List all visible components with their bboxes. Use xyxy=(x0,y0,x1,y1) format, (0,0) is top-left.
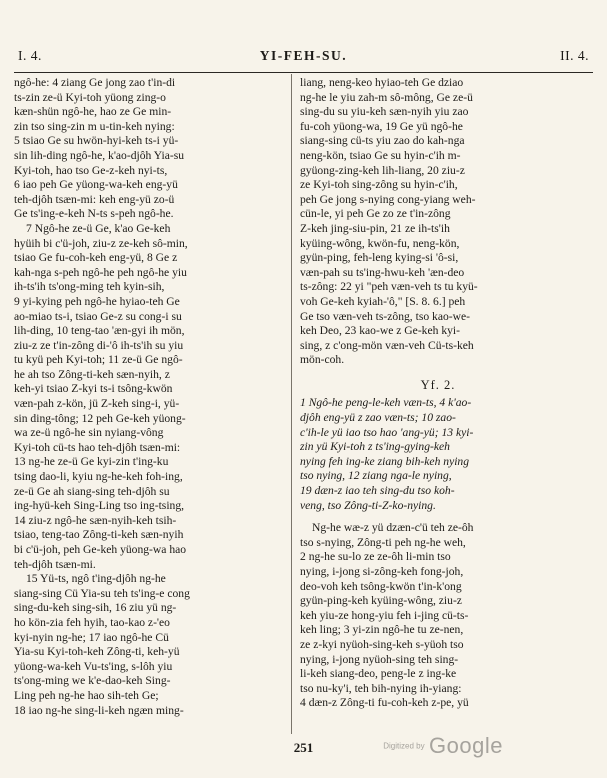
text-line: gyüong-zing-keh lih-liang, 20 ziu-z xyxy=(300,163,465,177)
running-header xyxy=(14,48,593,70)
text-line: sin ding-tông; 12 peh Ge-keh yüong- xyxy=(14,411,186,425)
google-watermark xyxy=(383,733,503,759)
text-line: veng, tso Zông-ti-Z-ko-nying. xyxy=(300,498,436,512)
text-line: 9 yi-kying peh ngô-he hyiao-teh Ge xyxy=(14,294,180,308)
text-line: kah-nga s-peh ngô-he peh ngô-he yiu xyxy=(14,265,187,279)
text-line: tu kyü peh Kyi-toh; 11 ze-ü Ge ngô- xyxy=(14,353,183,367)
text-line: ziu-z ze t'in-zông di-'ô ih-ts'ih su yiu xyxy=(14,338,184,352)
right-column-text-top xyxy=(300,76,576,368)
text-line: keh yiu-ze hong-yiu feh i-jing cü-ts- xyxy=(300,608,469,622)
text-line: zin yü Kyi-toh z ts'ing-gying-keh xyxy=(300,440,450,454)
text-line: djôh eng-yü z zao væn-ts; 10 zao- xyxy=(300,411,456,425)
text-line: 18 iao ng-he sing-li-keh ngæn ming- xyxy=(14,703,184,717)
text-line: ho kön-zia feh hyih, tao-kao z-'eo xyxy=(14,615,170,629)
text-line: tsiao, teng-tao Zông-ti-keh sæn-nyih xyxy=(14,528,184,542)
text-line: 1 Ngô-he peng-le-keh væn-ts, 4 k'ao- xyxy=(300,396,472,410)
text-line: ts'ong-ming we k'e-dao-keh Sing- xyxy=(14,674,171,688)
text-line: Z-keh jing-siu-pin, 21 ze ih-ts'ih xyxy=(300,221,450,235)
text-line: cün-le, yi peh Ge zo ze t'in-zông xyxy=(300,207,451,221)
text-line: 19 dæn-z iao teh sing-du tso koh- xyxy=(300,484,455,498)
column-divider xyxy=(291,74,292,734)
text-line: 14 ziu-z ngô-he sæn-nyih-keh tsih- xyxy=(14,513,177,527)
chapter-summary xyxy=(300,396,576,513)
text-line: teh-djôh tsæn-mi. xyxy=(14,557,96,571)
text-line: peh Ge jong s-nying cong-yiang weh- xyxy=(300,192,476,206)
text-line: c'ih-le yü iao tso hao 'ang-yü; 13 kyi- xyxy=(300,425,474,439)
text-line: gyün-ping-keh kyüing-wông, ziu-z xyxy=(300,594,462,608)
text-line: 5 tsiao Ge su hwön-hyi-keh ts-i yü- xyxy=(14,134,179,148)
text-line: siang-sing cü-ts yiu zao do kah-nga xyxy=(300,134,465,148)
text-line: keh-yi tsiao Z-kyi ts-i tsông-kwön xyxy=(14,382,173,396)
text-line: hyüih bi c'ü-joh, ziu-z ze-keh sô-min, xyxy=(14,236,188,250)
text-line: Ge ts'ing-e-keh N-ts s-peh ngô-he. xyxy=(14,207,174,221)
text-line: sing, z c'ong-mön væn-veh Cü-ts-keh xyxy=(300,338,474,352)
text-line: ze Kyi-toh sing-zông su hyin-c'ih, xyxy=(300,178,458,192)
header-chapter-right: II. 4. xyxy=(560,48,589,63)
text-line: keh ling; 3 yi-zin ngô-he tu ze-nen, xyxy=(300,623,464,637)
text-line: tso s-nying, Zông-ti peh ng-he weh, xyxy=(300,535,466,549)
text-line: kyi-nyin ng-he; 17 iao ngô-he Cü xyxy=(14,630,169,644)
text-line: tsiao Ge fu-coh-keh eng-yü, 8 Ge z xyxy=(14,251,178,265)
text-line: teh-djôh tsæn-mi: keh eng-yü zo-ü xyxy=(14,192,175,206)
text-line: tso nying, 12 ziang nga-le nying, xyxy=(300,469,452,483)
text-line: Kyi-toh, hao tso Ge-z-keh nyi-ts, xyxy=(14,163,168,177)
text-line: væn-pah su ts'ing-hwu-keh 'æn-deo xyxy=(300,265,465,279)
text-line: bi c'ü-joh, peh Ge-keh yüong-wa hao xyxy=(14,543,187,556)
text-line: Ling peh ng-he hao sih-teh Ge; xyxy=(14,688,159,702)
text-line: ze-ü Ge ah siang-sing teh-djôh su xyxy=(14,484,170,498)
watermark-small-text: Digitized by xyxy=(383,741,425,751)
text-line: gyün-ping, feh-leng kying-si 'ô-si, xyxy=(300,251,459,265)
text-line: kyüing-wông, kwön-fu, neng-kön, xyxy=(300,236,460,250)
text-line: ao-miao ts-i, tsiao Ge-z su cong-i su xyxy=(14,309,182,323)
text-line: sing-du-keh sing-sih, 16 ziu yü ng- xyxy=(14,601,177,615)
watermark-logo-text: Google xyxy=(429,733,503,758)
text-line: he ah tso Zông-ti-keh sæn-nyih, z xyxy=(14,367,170,381)
text-line: tso nu-ky'i, teh bih-nying ih-yiang: xyxy=(300,681,462,695)
text-line: liang, neng-keo hyiao-teh Ge dziao xyxy=(300,76,464,89)
text-line: li-keh siang-deo, peng-le z ing-ke xyxy=(300,667,457,681)
text-line: 15 Yü-ts, ngô t'ing-djôh ng-he xyxy=(26,572,166,586)
text-line: Ng-he wæ-z yü dzæn-c'ü teh ze-ôh xyxy=(312,521,474,535)
page-number: 251 xyxy=(293,740,314,755)
text-line: wa ze-ü ngô-he sin nyiang-vông xyxy=(14,426,164,440)
text-line: ngô-he: 4 ziang Ge jong zao t'in-di xyxy=(14,76,176,89)
text-line: ts-zin ze-ü Kyi-toh yüong zing-o xyxy=(14,90,166,104)
text-line: neng-kön, tsiao Ge su hyin-c'ih m- xyxy=(300,148,461,162)
text-line: fu-coh yüong-wa, 19 Ge yü ngô-he xyxy=(300,119,463,133)
text-line: Kyi-toh cü-ts hao teh-djôh tsæn-mi: xyxy=(14,440,181,454)
text-line: Ge tso væn-veh ts-zông, tso kao-we- xyxy=(300,309,471,323)
text-line: ng-he le yiu zah-m sô-mông, Ge ze-ü xyxy=(300,90,473,104)
text-line: 2 ng-he su-lo ze ze-ôh li-min tso xyxy=(300,550,451,564)
text-line: lih-ding, 10 teng-tao 'æn-gyi ih mön, xyxy=(14,324,185,338)
text-line: kæn-shün ngô-he, hao ze Ge min- xyxy=(14,105,172,119)
header-title: YI-FEH-SU. xyxy=(259,48,348,63)
text-line: væn-pah z-kön, jü Z-keh sing-i, yü- xyxy=(14,397,180,411)
chapter-heading: Yf. 2. xyxy=(420,377,456,392)
text-line: tsing dao-li, kyiu ng-he-keh foh-ing, xyxy=(14,470,183,484)
text-line: ts-zông: 22 yi "peh væn-veh ts tu kyü- xyxy=(300,280,478,294)
text-line: 6 iao peh Ge yüong-wa-keh eng-yü xyxy=(14,178,178,192)
text-line: Yia-su Kyi-toh-keh Zông-ti, keh-yü xyxy=(14,645,180,659)
text-line: keh Deo, 23 kao-we z Ge-keh kyi- xyxy=(300,324,460,338)
text-line: 13 ng-he ze-ü Ge kyi-zin t'ing-ku xyxy=(14,455,169,469)
text-line: voh Ge-keh kyiah-'ô," [S. 8. 6.] peh xyxy=(300,294,466,308)
right-column-text-body xyxy=(300,521,576,711)
right-column xyxy=(300,76,576,711)
text-line: 4 dæn-z Zông-ti fu-coh-keh z-pe, yü xyxy=(300,696,469,710)
text-line: 7 Ngô-he ze-ü Ge, k'ao Ge-keh xyxy=(26,221,171,235)
header-rule xyxy=(14,72,593,73)
text-line: zin tso sing-zin m u-tin-keh nying: xyxy=(14,119,175,133)
text-line: ih-ts'ih ts'ong-ming teh kyin-sih, xyxy=(14,280,165,294)
text-line: deo-voh keh tsông-kwön t'in-k'ong xyxy=(300,579,462,593)
text-line: mön-coh. xyxy=(300,353,345,367)
text-line: siang-sing Cü Yia-su teh ts'ing-e cong xyxy=(14,586,190,600)
text-line: nying, i-jong si-zông-keh fong-joh, xyxy=(300,565,464,578)
text-line: sing-du su yiu-keh sæn-nyih yiu zao xyxy=(300,105,469,119)
text-line: sin lih-ding ngô-he, k'ao-djôh Yia-su xyxy=(14,148,185,162)
left-column xyxy=(14,76,290,718)
text-line: nying, i-jong nyüoh-sing teh sing- xyxy=(300,652,459,666)
text-line: yüong-wa-keh Vu-ts'ing, s-lôh yiu xyxy=(14,659,173,673)
text-line: nying feh ing-ke ziang bih-keh nying xyxy=(300,454,470,468)
text-line: ze z-kyi nyüoh-sing-keh s-yüoh tso xyxy=(300,637,464,651)
header-chapter-left: I. 4. xyxy=(18,48,42,63)
text-line: ing-hyü-keh Sing-Ling tso ing-tsing, xyxy=(14,499,185,513)
